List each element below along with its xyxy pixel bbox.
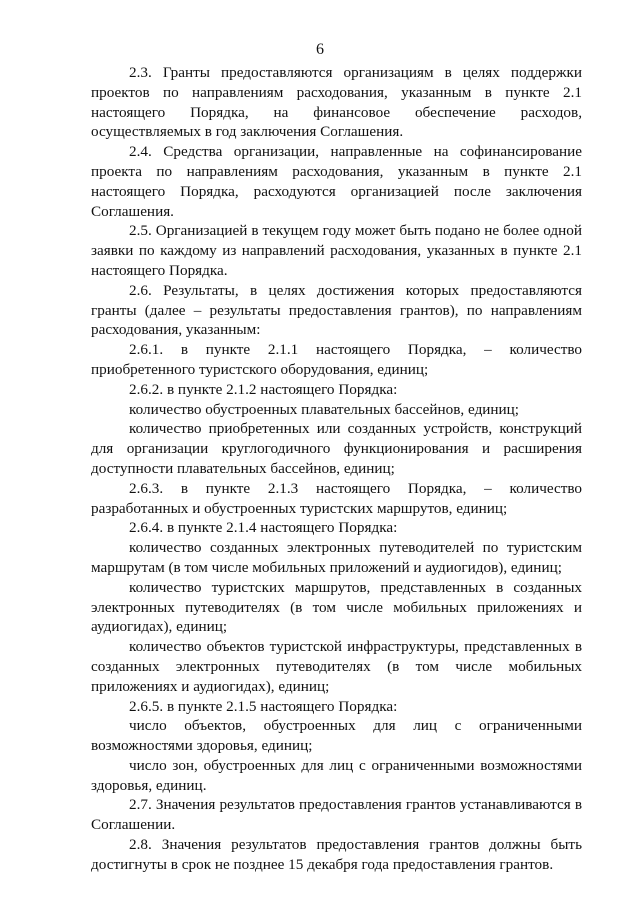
paragraph-2-3: 2.3. Гранты предоставляются организациям в целях поддержки проектов по направлениям расходования, указанным в пункте 2.1 настоящего Порядка, на финансовое обеспечение расходов, осуществляемых в год заключения Соглашения.	[91, 64, 582, 141]
paragraph-2-4: 2.4. Средства организации, направленные на софинансирование проекта по направлениям расходования, указанным в пункте 2.1 настоящего Порядка, расходуются организацией после заключения Соглашения.	[91, 143, 582, 220]
paragraph-2-6-3: 2.6.3. в пункте 2.1.3 настоящего Порядка, – количество разработанных и обустроенных туристских маршрутов, единиц;	[91, 479, 582, 517]
page-number: 6	[316, 41, 324, 58]
paragraph-2-6-5-item-2: число зон, обустроенных для лиц с ограниченными возможностями здоровья, единиц.	[91, 756, 582, 794]
paragraph-2-6-1: 2.6.1. в пункте 2.1.1 настоящего Порядка, – количество приобретенного туристского оборудования, единиц;	[91, 341, 582, 378]
paragraph-2-6-4: 2.6.4. в пункте 2.1.4 настоящего Порядка:	[129, 519, 398, 537]
paragraph-2-6-2: 2.6.2. в пункте 2.1.2 настоящего Порядка:	[129, 380, 398, 398]
paragraph-2-6-4-item-3: количество объектов туристской инфраструктуры, представленных в созданных электронных путеводителях (в том числе мобильных приложениях и аудиогидах), единиц;	[91, 638, 582, 695]
paragraph-2-5: 2.5. Организацией в текущем году может быть подано не более одной заявки по каждому из направлений расходования, указанных в пункте 2.1 настоящего Порядка.	[91, 222, 582, 279]
paragraph-2-6-4-item-2: количество туристских маршрутов, представленных в созданных электронных путеводителях (в том числе мобильных приложениях и аудиогидах), единиц;	[91, 578, 582, 636]
paragraph-2-6-2-item-2: количество приобретенных или созданных устройств, конструкций для организации круглогодичного функционирования и расширения доступности плавательных бассейнов, единиц;	[91, 420, 582, 477]
paragraph-2-7: 2.7. Значения результатов предоставления грантов устанавливаются в Соглашении.	[91, 796, 582, 834]
paragraph-2-6: 2.6. Результаты, в целях достижения которых предоставляются гранты (далее – результаты предоставления грантов), по направлениям расходования, указанным:	[91, 281, 582, 339]
paragraph-2-6-2-item-1: количество обустроенных плавательных бассейнов, единиц;	[129, 400, 520, 418]
paragraph-2-6-5-item-1: число объектов, обустроенных для лиц с ограниченными возможностями здоровья, единиц;	[91, 717, 582, 755]
paragraph-2-6-4-item-1: количество созданных электронных путеводителей по туристским маршрутам (в том числе мобильных приложений и аудиогидов), единиц;	[91, 539, 582, 576]
paragraph-2-8: 2.8. Значения результатов предоставления грантов должны быть достигнуты в срок не позднее 15 декабря года предоставления грантов.	[91, 836, 582, 873]
document-body	[91, 63, 582, 875]
paragraph-2-6-5: 2.6.5. в пункте 2.1.5 настоящего Порядка:	[129, 697, 398, 715]
